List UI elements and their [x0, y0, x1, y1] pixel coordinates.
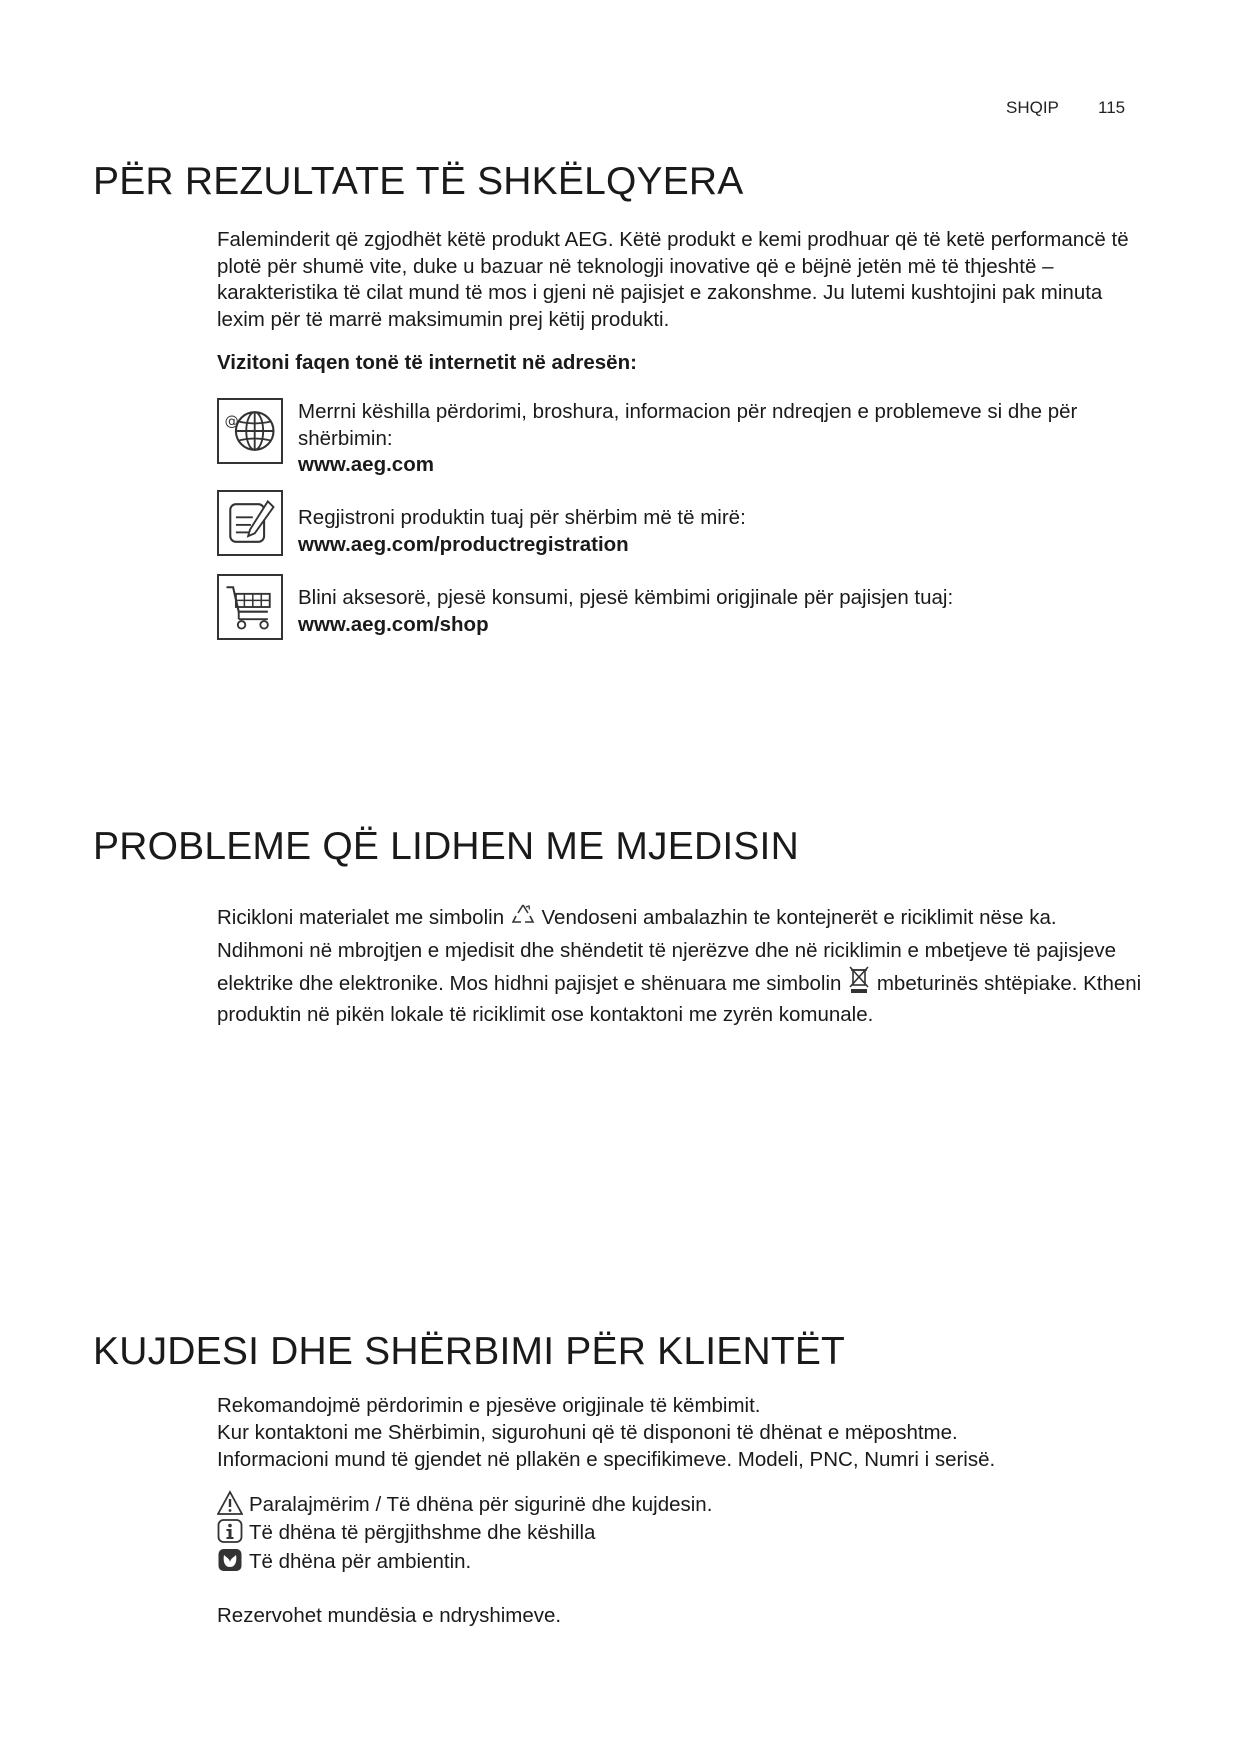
link-row-registration-text: Regjistroni produktin tuaj për shërbim më të mirë: — [298, 506, 746, 529]
crossed-bin-icon — [847, 964, 871, 1002]
legend-info-text: Të dhëna të përgjithshme dhe këshilla — [249, 1521, 596, 1544]
visit-heading: Vizitoni faqen tonë të internetit në adresën: — [217, 351, 637, 374]
section-title-results: PËR REZULTATE TË SHKËLQYERA — [93, 160, 744, 203]
legend-info — [217, 1518, 595, 1547]
weee-text-after: mbeturinës shtëpiake. Ktheni produktin në pikën lokale të riciklimit ose kontaktoni me zyrën komunale. — [217, 972, 1142, 1026]
legend-environment-text: Të dhëna për ambientin. — [249, 1550, 472, 1573]
link-row-registration — [298, 505, 1148, 558]
legend-warning-text: Paralajmërim / Të dhëna për sigurinë dhe kujdesin. — [249, 1493, 713, 1516]
reserved-note: Rezervohet mundësia e ndryshimeve. — [217, 1604, 562, 1627]
header-language: SHQIP — [1006, 98, 1059, 117]
link-aeg-com[interactable]: www.aeg.com — [298, 453, 434, 476]
recycle-text-after: Vendoseni ambalazhin te kontejnerët e riciklimit nëse ka. — [541, 906, 1057, 929]
link-aeg-shop[interactable]: www.aeg.com/shop — [298, 612, 489, 636]
shopping-cart-icon — [217, 574, 283, 640]
page-number: 115 — [1098, 98, 1126, 117]
warning-triangle-icon — [217, 1490, 243, 1516]
svg-text:@: @ — [224, 413, 239, 430]
registration-form-icon — [217, 490, 283, 556]
link-row-support — [298, 399, 1148, 479]
intro-text: Faleminderit që zgjodhët këtë produkt AEG. Këtë produkt e kemi prodhuar që të ketë performancë të plotë për shumë vite, duke u bazuar në teknologji inovative që e bëjnë jetën më të thjeshtë – karakteristika të cilat mund të mos i gjeni në pajisjet e zakonshme. Ju lutemi kushtojini pak minuta lexim për të marrë maksimumin prej këtij produkti. — [217, 228, 1129, 331]
recycle-icon — [510, 902, 536, 936]
link-product-registration[interactable]: www.aeg.com/productregistration — [298, 532, 629, 556]
legend-environment — [217, 1547, 471, 1576]
customer-care-paragraph — [217, 1392, 1147, 1473]
care-line-2: Kur kontaktoni me Shërbimin, sigurohuni që të dispononi të dhënat e mëposhtme. — [217, 1421, 958, 1444]
care-line-3: Informacioni mund të gjendet në pllakën e specifikimeve. Modeli, PNC, Numri i serisë. — [217, 1448, 996, 1471]
link-row-shop-text: Blini aksesorë, pjesë konsumi, pjesë këmbimi origjinale për pajisjen tuaj: — [298, 586, 954, 609]
legend-warning — [217, 1490, 712, 1519]
intro-paragraph — [217, 227, 1147, 333]
section-title-environment: PROBLEME QË LIDHEN ME MJEDISIN — [93, 825, 799, 868]
info-icon — [217, 1518, 243, 1544]
environment-icon — [217, 1547, 243, 1573]
recycle-text-before: Ricikloni materialet me simbolin — [217, 906, 505, 929]
care-line-1: Rekomandojmë përdorimin e pjesëve origjinale të këmbimit. — [217, 1394, 761, 1417]
environment-paragraph — [217, 902, 1147, 1028]
weee-text-before: Ndihmoni në mbrojtjen e mjedisit dhe shëndetit të njerëzve dhe në riciklimin e mbetjeve të pajisjeve elektrike dhe elektronike. Mos hidhni pajisjet e shënuara me simbolin — [217, 938, 1117, 995]
globe-at-icon — [217, 398, 283, 464]
section-title-customer-care: KUJDESI DHE SHËRBIMI PËR KLIENTËT — [93, 1330, 846, 1373]
link-row-support-text: Merrni këshilla përdorimi, broshura, informacion për ndreqjen e problemeve si dhe për shërbimin: — [298, 400, 1078, 450]
link-row-shop — [298, 585, 1148, 638]
